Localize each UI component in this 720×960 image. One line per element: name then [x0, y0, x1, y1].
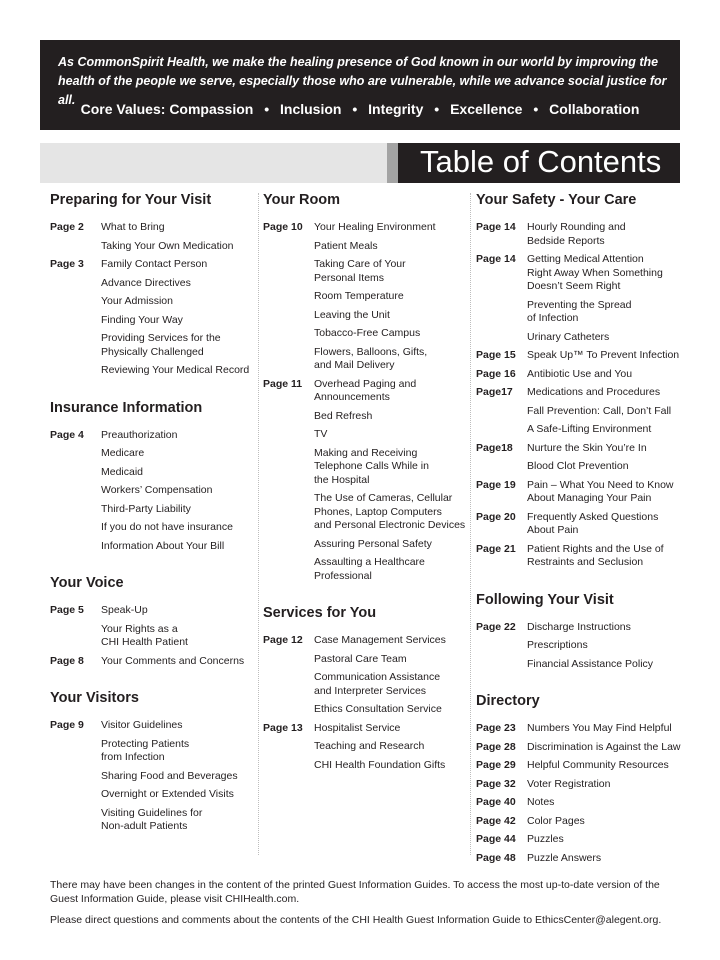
entry-title: Flowers, Balloons, Gifts, and Mail Delivery — [314, 345, 428, 371]
title-bar-accent — [387, 143, 398, 183]
entry-title: Medicare — [101, 447, 145, 459]
toc-column-3 — [476, 190, 686, 873]
footer-notes — [50, 878, 680, 934]
entry-title: What to Bring — [101, 221, 165, 233]
entry-title: Medications and Procedures — [527, 386, 661, 398]
section-gap — [50, 676, 255, 688]
toc-entry — [263, 653, 468, 667]
page-number: Page 42 — [476, 814, 516, 827]
toc-entry — [476, 386, 686, 400]
page-number: Page 3 — [50, 258, 84, 270]
page-number — [476, 299, 527, 326]
entry-title: Advance Directives — [101, 276, 191, 289]
separator-dot: • — [533, 101, 539, 117]
entry-title: If you do not have insurance — [101, 521, 233, 533]
page-number — [263, 759, 314, 773]
toc-entry — [50, 466, 255, 480]
entry-title: Overnight or Extended Visits — [101, 788, 234, 800]
entry-title: Taking Care of Your Personal Items — [314, 258, 406, 284]
page-number: Page 10 — [263, 221, 303, 233]
toc-entry — [50, 314, 255, 328]
page-number — [50, 466, 101, 480]
page-number — [263, 428, 314, 442]
entry-title: Notes — [527, 796, 555, 808]
section-heading: Directory — [476, 693, 540, 709]
page-number — [50, 738, 101, 765]
section-heading: Your Room — [263, 192, 341, 208]
page-number — [50, 314, 101, 328]
toc-entry — [476, 299, 686, 326]
entry-title: Communication Assistance and Interpreter Services — [314, 671, 441, 697]
page-number — [50, 240, 101, 254]
toc-entry — [476, 815, 686, 829]
entry-title: Medicaid — [101, 465, 144, 478]
entry-title: Leaving the Unit — [314, 308, 390, 321]
separator-dot: • — [264, 101, 270, 117]
toc-entry — [476, 479, 686, 506]
page-number: Page 21 — [476, 542, 516, 555]
toc-entry — [476, 221, 686, 248]
entry-title: Hourly Rounding and Bedside Reports — [527, 221, 626, 247]
page-number — [263, 671, 314, 698]
page-number — [263, 327, 314, 341]
page-number — [476, 423, 527, 437]
entry-title: Puzzle Answers — [527, 851, 602, 864]
page-number — [263, 556, 314, 583]
entry-title: Preauthorization — [101, 428, 178, 441]
entry-title: Color Pages — [527, 814, 585, 827]
toc-entry — [263, 759, 468, 773]
section-heading: Your Voice — [50, 575, 124, 591]
toc-entry — [50, 364, 255, 378]
entry-title: Your Comments and Concerns — [101, 654, 245, 667]
toc-entry — [263, 447, 468, 488]
toc-entry — [263, 327, 468, 341]
page-number — [50, 332, 101, 359]
toc-column-2 — [263, 190, 468, 780]
entry-title: Assuring Personal Safety — [314, 537, 432, 550]
mission-banner — [40, 40, 680, 130]
page-number: Page17 — [476, 386, 513, 398]
toc-entry — [50, 655, 255, 669]
section-heading: Your Visitors — [50, 690, 139, 706]
entry-title: Tobacco-Free Campus — [314, 327, 421, 339]
toc-entry — [263, 378, 468, 405]
page-number: Page 32 — [476, 777, 516, 790]
toc-entry — [50, 738, 255, 765]
page-number — [50, 295, 101, 309]
toc-entry — [50, 258, 255, 272]
toc-entry — [476, 759, 686, 773]
entry-title: Speak-Up — [101, 604, 148, 616]
toc-entry — [476, 741, 686, 755]
page-number: Page18 — [476, 441, 513, 454]
entry-title: Frequently Asked Questions About Pain — [527, 510, 659, 536]
page-number — [50, 447, 101, 461]
page-number — [263, 447, 314, 488]
toc-entry — [50, 429, 255, 443]
toc-section — [50, 386, 255, 554]
page-number: Page 8 — [50, 654, 84, 667]
page-number — [263, 410, 314, 424]
toc-entry — [476, 543, 686, 570]
entry-title: Third-Party Liability — [101, 502, 191, 515]
entry-title: TV — [314, 428, 328, 440]
toc-entry — [476, 511, 686, 538]
section-gap — [50, 386, 255, 398]
page-number: Page 19 — [476, 478, 516, 491]
entry-title: Assaulting a Healthcare Professional — [314, 556, 425, 582]
section-gap — [476, 578, 686, 590]
page-number — [50, 623, 101, 650]
page-number: Page 2 — [50, 221, 84, 233]
entry-title: Finding Your Way — [101, 313, 183, 326]
entry-title: Your Admission — [101, 295, 173, 307]
entry-title: Teaching and Research — [314, 740, 425, 752]
page-number — [476, 639, 527, 653]
toc-entry — [50, 332, 255, 359]
entry-title: Pastoral Care Team — [314, 652, 407, 665]
page-number — [263, 240, 314, 254]
toc-entry — [50, 221, 255, 235]
core-values-label: Core Values: — [80, 101, 166, 117]
entry-title: Ethics Consultation Service — [314, 703, 442, 715]
page-number: Page 5 — [50, 604, 84, 616]
toc-entry — [50, 604, 255, 618]
page-number — [476, 405, 527, 419]
core-value: Compassion — [169, 101, 254, 117]
toc-entry — [50, 484, 255, 498]
column-divider — [258, 193, 259, 855]
toc-entry — [476, 722, 686, 736]
page-number: Page 20 — [476, 510, 516, 523]
mission-statement: As CommonSpirit Health, we make the healing presence of God known in our world by improving the health of the people we serve, especially those who are vulnerable, while we advance social justice for all. — [58, 55, 667, 107]
page-number — [476, 331, 527, 345]
toc-section — [476, 578, 686, 672]
page-number: Page 14 — [476, 253, 516, 265]
toc-entry — [476, 349, 686, 363]
entry-title: Antibiotic Use and You — [527, 367, 633, 380]
entry-title: Preventing the Spread of Infection — [527, 298, 632, 324]
toc-entry — [476, 405, 686, 419]
separator-dot: • — [352, 101, 358, 117]
toc-entry — [50, 623, 255, 650]
toc-entry — [50, 540, 255, 554]
toc-section — [476, 679, 686, 865]
entry-title: Discrimination is Against the Law — [527, 740, 681, 753]
entry-title: Fall Prevention: Call, Don’t Fall — [527, 404, 672, 417]
toc-entry — [263, 346, 468, 373]
toc-section — [476, 190, 686, 570]
entry-title: Information About Your Bill — [101, 539, 225, 552]
page-number: Page 11 — [263, 377, 303, 390]
toc-entry — [50, 277, 255, 291]
page-number: Page 44 — [476, 833, 516, 845]
entry-title: Family Contact Person — [101, 258, 208, 270]
entry-title: Patient Rights and the Use of Restraints and Seclusion — [527, 542, 664, 568]
toc-section — [263, 591, 468, 772]
toc-entry — [263, 634, 468, 648]
page-number: Page 22 — [476, 620, 516, 633]
toc-entry — [263, 428, 468, 442]
toc-entry — [50, 447, 255, 461]
entry-title: Room Temperature — [314, 290, 404, 302]
page-number — [50, 807, 101, 834]
entry-title: Reviewing Your Medical Record — [101, 364, 250, 376]
core-value: Integrity — [368, 101, 424, 117]
toc-entry — [263, 309, 468, 323]
core-values — [40, 100, 680, 118]
toc-entry — [476, 658, 686, 672]
page-number — [50, 770, 101, 784]
toc-entry — [263, 258, 468, 285]
toc-entry — [476, 796, 686, 810]
page-number — [50, 364, 101, 378]
page-number: Page 9 — [50, 719, 84, 731]
toc-entry — [263, 740, 468, 754]
page-number — [50, 277, 101, 291]
page-number: Page 40 — [476, 796, 516, 808]
page-number — [50, 503, 101, 517]
entry-title: Your Healing Environment — [314, 221, 436, 233]
toc-column-1 — [50, 190, 255, 842]
toc-entry — [50, 807, 255, 834]
toc-entry — [476, 778, 686, 792]
toc-section — [50, 676, 255, 834]
entry-title: Hospitalist Service — [314, 721, 401, 734]
entry-title: Numbers You May Find Helpful — [527, 722, 672, 734]
entry-title: Puzzles — [527, 833, 564, 845]
page-number — [263, 538, 314, 552]
entry-title: Visitor Guidelines — [101, 719, 183, 731]
toc-entry — [263, 492, 468, 533]
page-number: Page 13 — [263, 721, 303, 734]
toc-entry — [263, 221, 468, 235]
toc-entry — [476, 460, 686, 474]
page-number — [476, 658, 527, 672]
toc-section — [50, 190, 255, 378]
page-number: Page 4 — [50, 428, 84, 441]
entry-title: Prescriptions — [527, 639, 588, 651]
entry-title: Sharing Food and Beverages — [101, 769, 238, 782]
entry-title: Speak Up™ To Prevent Infection — [527, 349, 680, 361]
entry-title: Protecting Patients from Infection — [101, 737, 190, 763]
column-divider — [470, 193, 471, 855]
title-box — [398, 143, 680, 183]
toc-entry — [263, 410, 468, 424]
toc-entry — [263, 722, 468, 736]
entry-title: Nurture the Skin You’re In — [527, 441, 647, 454]
footer-note: Please direct questions and comments about the contents of the CHI Health Guest Information Guide to EthicsCenter@alegent.org. — [50, 914, 662, 926]
page-number — [263, 703, 314, 717]
page-number — [263, 740, 314, 754]
toc-entry — [476, 852, 686, 866]
toc-entry — [50, 770, 255, 784]
core-value: Collaboration — [549, 101, 640, 117]
page-number: Page 15 — [476, 349, 516, 361]
toc-entry — [476, 368, 686, 382]
core-value: Inclusion — [280, 101, 342, 117]
section-gap — [263, 591, 468, 603]
page-number: Page 12 — [263, 634, 303, 646]
page-number: Page 48 — [476, 851, 516, 864]
page-number — [263, 258, 314, 285]
page-number — [263, 290, 314, 304]
section-heading: Insurance Information — [50, 399, 203, 416]
section-gap — [50, 561, 255, 573]
entry-title: Financial Assistance Policy — [527, 657, 654, 670]
page-number: Page 23 — [476, 722, 516, 734]
entry-title: Making and Receiving Telephone Calls While in the Hospital — [314, 446, 429, 486]
entry-title: Overhead Paging and Announcements — [314, 377, 417, 403]
entry-title: Your Rights as a CHI Health Patient — [101, 622, 188, 648]
toc-entry — [476, 442, 686, 456]
entry-title: Blood Clot Prevention — [527, 460, 629, 472]
page-number: Page 28 — [476, 740, 516, 753]
entry-title: Discharge Instructions — [527, 620, 631, 633]
page-number — [263, 309, 314, 323]
page-number — [476, 460, 527, 474]
toc-entry — [263, 703, 468, 717]
page-number — [50, 788, 101, 802]
entry-title: Bed Refresh — [314, 409, 373, 422]
toc-entry — [50, 521, 255, 535]
page-number: Page 29 — [476, 759, 516, 771]
page-number: Page 14 — [476, 221, 516, 233]
page-number: Page 16 — [476, 367, 516, 380]
entry-title: Taking Your Own Medication — [101, 239, 234, 252]
page-number — [50, 521, 101, 535]
entry-title: Helpful Community Resources — [527, 759, 669, 771]
core-value: Excellence — [450, 101, 523, 117]
entry-title: Providing Services for the Physically Challenged — [101, 332, 221, 358]
section-heading: Services for You — [263, 605, 377, 621]
toc-entry — [476, 423, 686, 437]
separator-dot: • — [434, 101, 440, 117]
toc-entry — [263, 538, 468, 552]
page-number — [50, 540, 101, 554]
entry-title: CHI Health Foundation Gifts — [314, 758, 446, 771]
entry-title: Visiting Guidelines for Non-adult Patients — [101, 806, 203, 832]
section-gap — [476, 679, 686, 691]
toc-entry — [476, 253, 686, 294]
section-heading: Following Your Visit — [476, 591, 614, 608]
toc-entry — [50, 788, 255, 802]
entry-title: Getting Medical Attention Right Away When Something Doesn’t Seem Right — [527, 253, 663, 292]
entry-title: Voter Registration — [527, 777, 611, 790]
section-heading: Preparing for Your Visit — [50, 192, 212, 208]
title-bar-left — [40, 143, 387, 183]
page-number — [263, 492, 314, 533]
toc-entry — [476, 331, 686, 345]
toc-entry — [50, 719, 255, 733]
entry-title: Case Management Services — [314, 634, 446, 646]
toc-entry — [263, 290, 468, 304]
toc-section — [263, 190, 468, 583]
toc-section — [50, 561, 255, 668]
toc-entry — [50, 240, 255, 254]
toc-entry — [263, 240, 468, 254]
toc-entry — [263, 671, 468, 698]
toc-entry — [263, 556, 468, 583]
entry-title: A Safe-Lifting Environment — [527, 423, 652, 435]
toc-entry — [50, 503, 255, 517]
entry-title: Urinary Catheters — [527, 330, 610, 343]
page-number — [263, 346, 314, 373]
entry-title: Workers’ Compensation — [101, 484, 213, 496]
entry-title: Patient Meals — [314, 239, 378, 252]
entry-title: Pain – What You Need to Know About Managing Your Pain — [527, 478, 674, 504]
footer-note: There may have been changes in the content of the printed Guest Information Guides. To access the most up-to-date version of the Guest Information Guide, please visit CHIHealth.com. — [50, 879, 660, 905]
page-number — [50, 484, 101, 498]
toc-entry — [50, 295, 255, 309]
toc-entry — [476, 833, 686, 847]
page-title: Table of Contents — [420, 144, 662, 179]
section-heading: Your Safety - Your Care — [476, 192, 637, 208]
entry-title: The Use of Cameras, Cellular Phones, Laptop Computers and Personal Electronic Devices — [314, 492, 466, 531]
toc-entry — [476, 639, 686, 653]
toc-entry — [476, 621, 686, 635]
page-number — [263, 653, 314, 667]
